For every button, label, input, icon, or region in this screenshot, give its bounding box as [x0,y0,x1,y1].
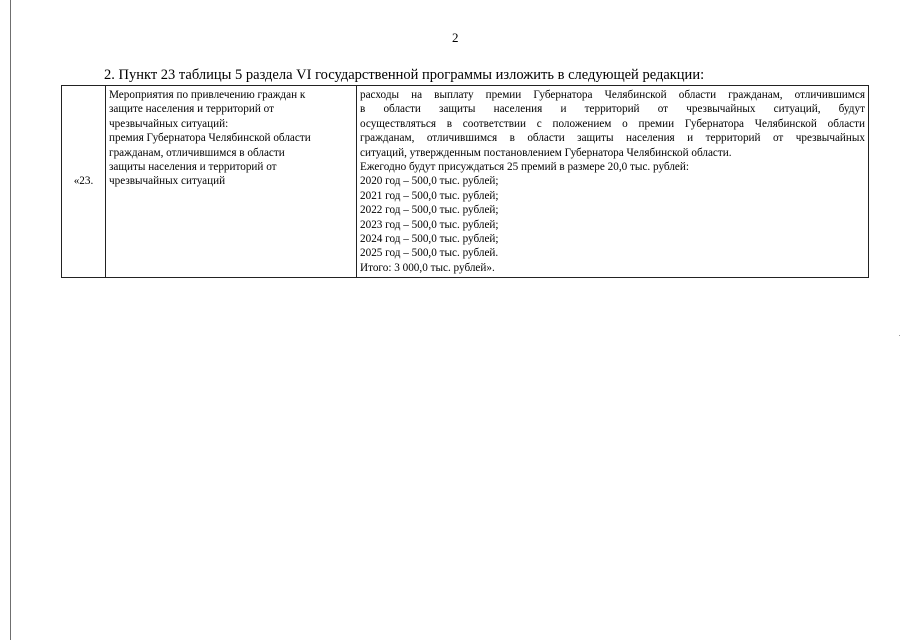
measure-name-line: Мероприятия по привлечению граждан к [109,89,306,101]
amendment-heading: 2. Пункт 23 таблицы 5 раздела VI государственной программы изложить в следующей редакции: [104,67,705,83]
measure-name-line: защите населения и территорий от [109,103,274,116]
table-row [62,86,869,278]
row-number: «23. [73,175,94,188]
scan-artifact [899,335,900,336]
measure-name-line: премия Губернатора Челябинской области [109,132,311,145]
description-line: расходы на выплату премии Губернатора Челябинской области гражданам, отличившимся [360,89,865,101]
funding-year-line: 2023 год – 500,0 тыс. рублей; [360,218,499,231]
description-line: гражданам, отличившимся в области защиты населения и территорий от чрезвычайных [360,132,865,145]
funding-total-line: Итого: 3 000,0 тыс. рублей». [360,261,495,274]
measure-name-cell [106,86,357,278]
funding-year-line: 2022 год – 500,0 тыс. рублей; [360,204,499,217]
measure-name-line: защиты населения и территорий от [109,161,277,174]
description-line: ситуаций, утвержденным постановлением Губернатора Челябинской области. [360,146,732,159]
measure-name-line: чрезвычайных ситуаций [109,175,226,188]
scan-left-border [10,0,11,640]
funding-year-line: 2020 год – 500,0 тыс. рублей; [360,175,499,188]
description-cell [357,86,869,278]
description-line: в области защиты населения и территорий от чрезвычайных ситуаций, будут [360,103,865,116]
funding-year-line: 2025 год – 500,0 тыс. рублей. [360,247,499,260]
measure-name-line: гражданам, отличившимся в области [109,146,285,159]
measure-name-line: чрезвычайных ситуаций: [109,117,229,130]
program-table [61,85,869,278]
funding-year-line: 2024 год – 500,0 тыс. рублей; [360,233,499,246]
funding-year-line: 2021 год – 500,0 тыс. рублей; [360,189,499,202]
page-number: 2 [452,30,459,45]
row-number-cell [62,86,106,278]
description-line: Ежегодно будут присуждаться 25 премий в размере 20,0 тыс. рублей: [360,161,689,174]
description-line: осуществляться в соответствии с положением о премии Губернатора Челябинской области [360,117,865,130]
